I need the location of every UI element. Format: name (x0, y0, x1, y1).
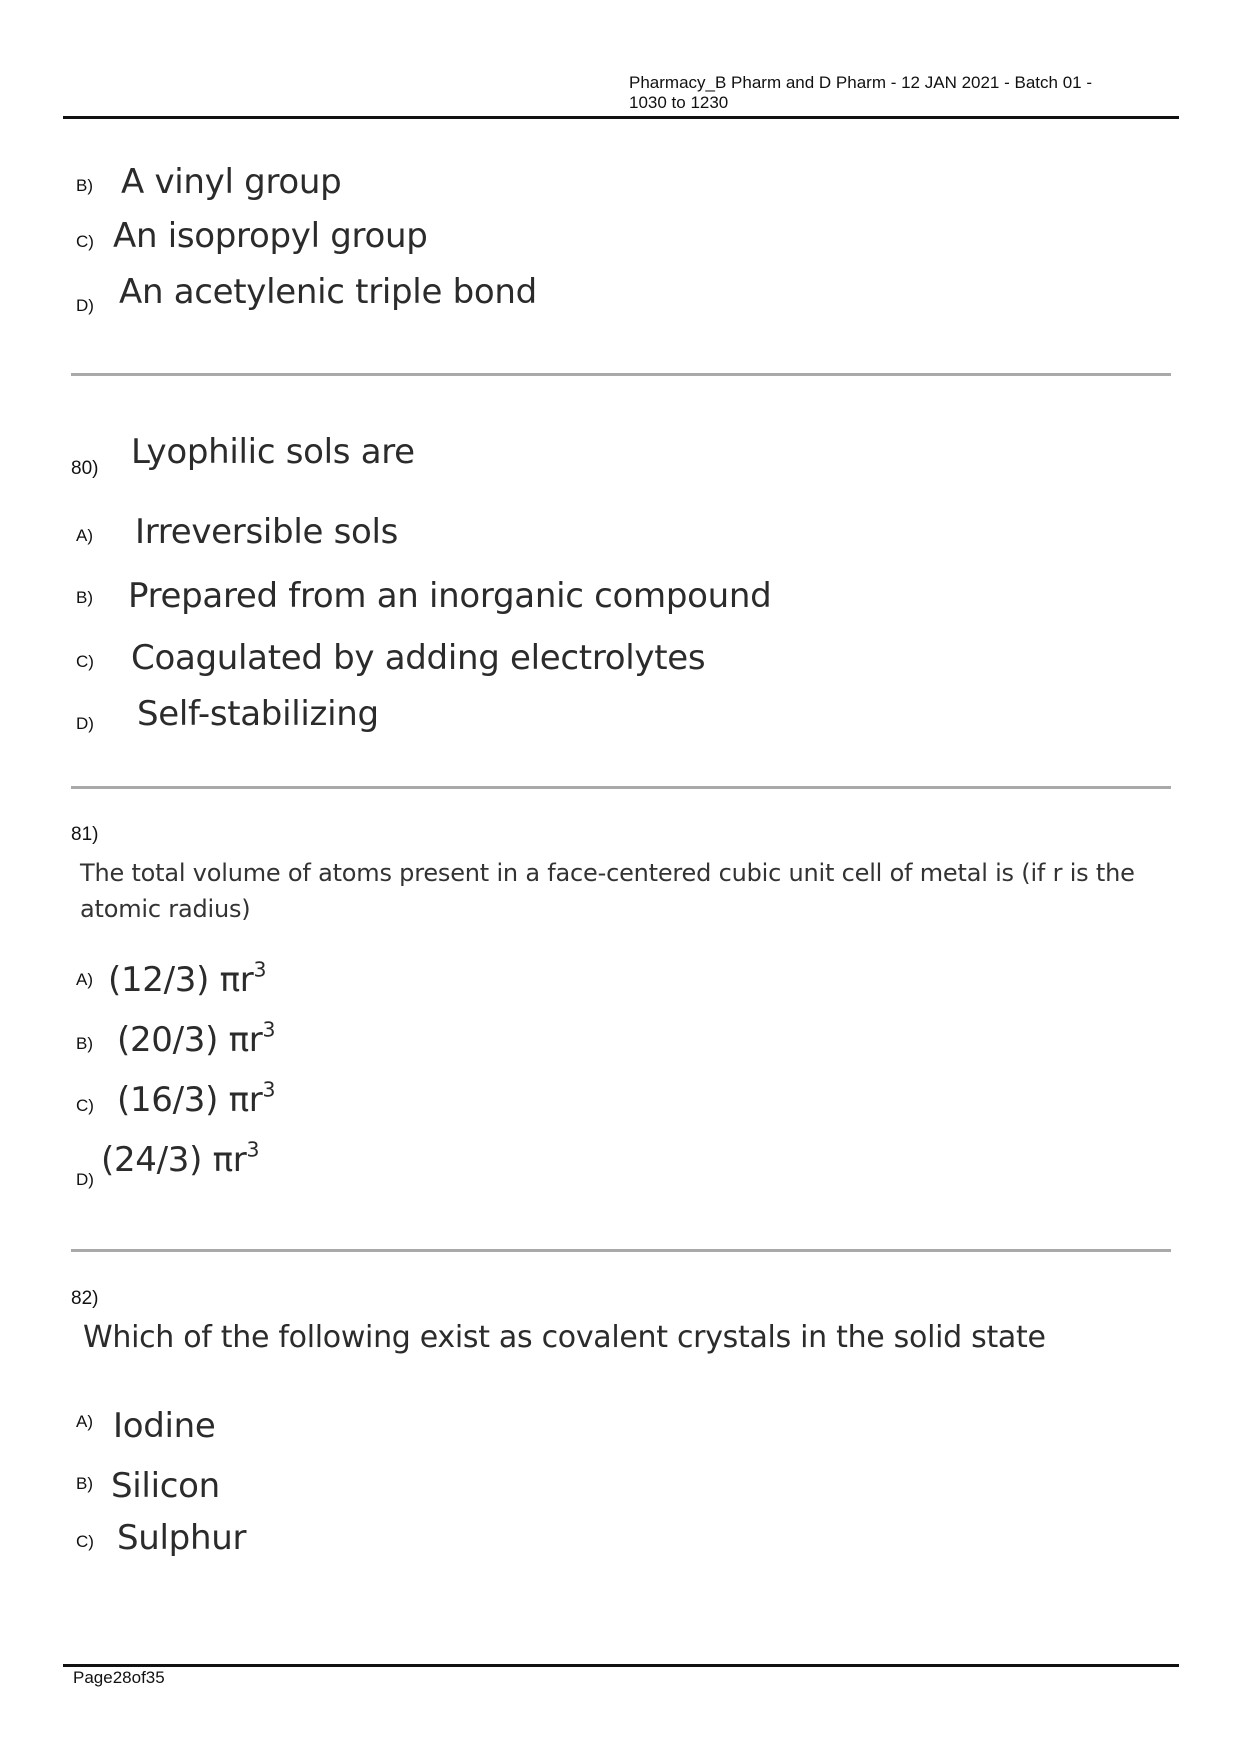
option-text: Prepared from an inorganic compound (128, 576, 772, 616)
question-number: 82) (71, 1288, 99, 1309)
option-text: (16/3) $\pi r^3$ (117, 1077, 276, 1120)
option-text: (20/3) $\pi r^3$ (117, 1017, 276, 1060)
option-text: An isopropyl group (113, 216, 428, 256)
footer-rule (63, 1664, 1179, 1667)
option-text: A vinyl group (121, 162, 342, 202)
option-label: B) (76, 588, 93, 607)
header-title-line2: 1030 to 1230 (629, 93, 729, 112)
header-title-line1: Pharmacy_B Pharm and D Pharm - 12 JAN 2021 - Batch 01 - (629, 73, 1092, 92)
question-separator (71, 373, 1171, 376)
option-label: D) (76, 296, 94, 315)
option-text: (12/3) $\pi r^3$ (108, 957, 267, 1000)
option-label: D) (76, 1170, 94, 1189)
option-label: B) (76, 1474, 93, 1493)
option-label: A) (76, 970, 93, 989)
option-text: Coagulated by adding electrolytes (131, 638, 706, 678)
option-label: C) (76, 1096, 94, 1115)
question-text: Lyophilic sols are (131, 432, 415, 472)
question-number: 80) (71, 458, 99, 479)
option-label: C) (76, 652, 94, 671)
question-separator (71, 786, 1171, 789)
option-text: An acetylenic triple bond (119, 272, 537, 312)
question-number: 81) (71, 824, 99, 845)
page-header (629, 73, 1109, 113)
option-text: (24/3) $\pi r^3$ (101, 1137, 260, 1180)
option-label: B) (76, 1034, 93, 1053)
option-text: Self-stabilizing (137, 694, 379, 734)
option-label: A) (76, 526, 93, 545)
header-rule (63, 116, 1179, 119)
option-label: A) (76, 1412, 93, 1431)
question-text: Which of the following exist as covalent crystals in the solid state (83, 1320, 1046, 1355)
page-number: Page28of35 (73, 1668, 165, 1687)
option-text: Iodine (113, 1406, 216, 1446)
option-label: B) (76, 176, 93, 195)
question-text: The total volume of atoms present in a face-centered cubic unit cell of metal is (if r is the atomic radius) (80, 859, 1135, 923)
option-text: Silicon (111, 1466, 220, 1506)
option-text: Sulphur (117, 1518, 247, 1558)
option-label: C) (76, 1532, 94, 1551)
option-label: D) (76, 714, 94, 733)
option-label: C) (76, 232, 94, 251)
question-separator (71, 1249, 1171, 1252)
option-text: Irreversible sols (135, 512, 399, 552)
